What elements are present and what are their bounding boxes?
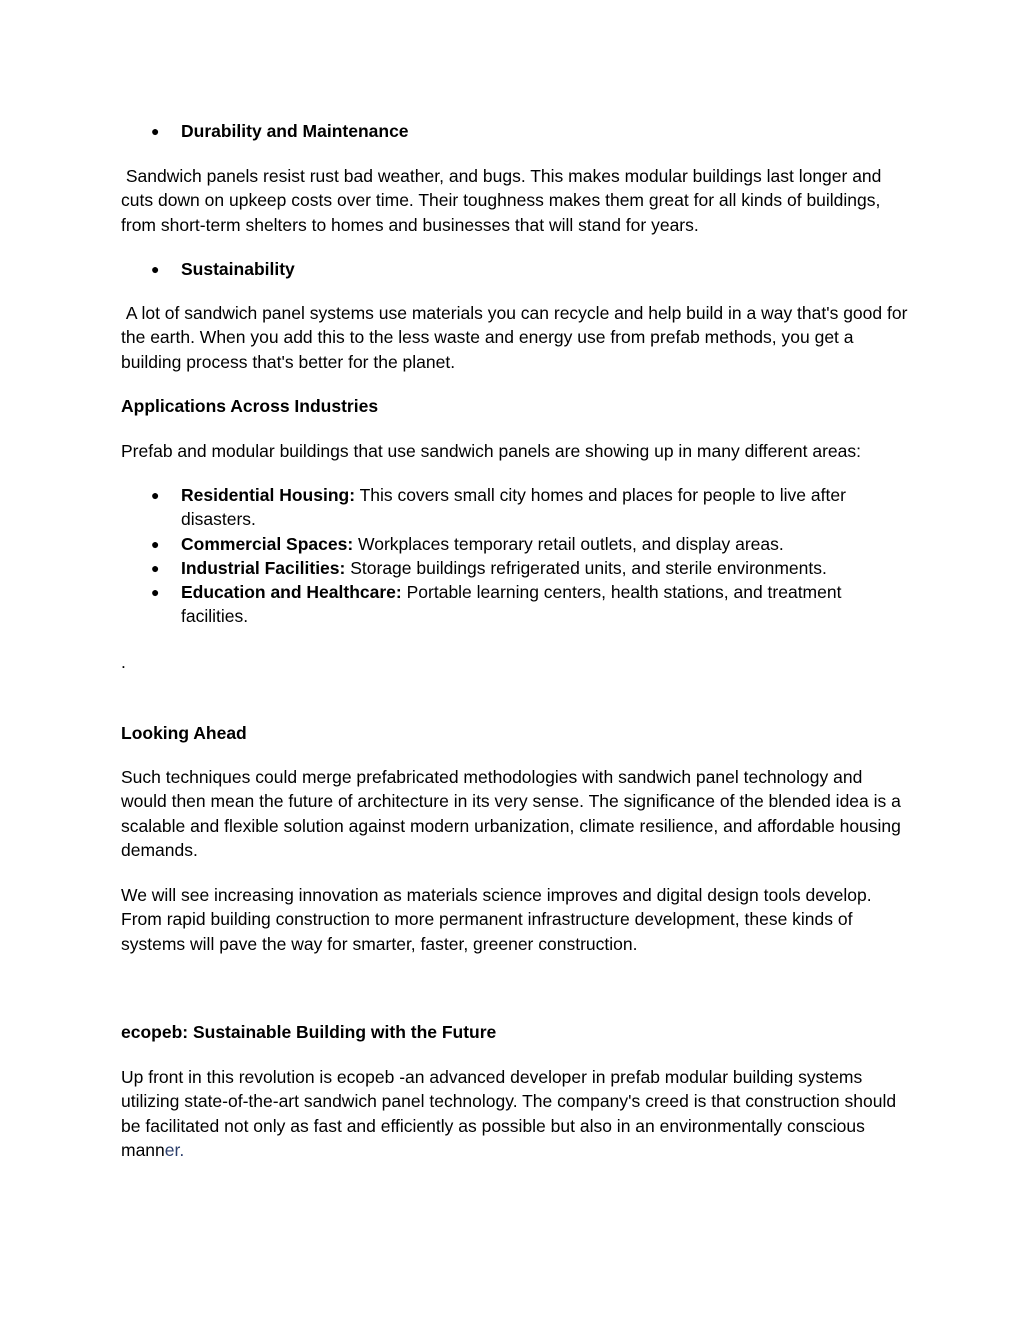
sustainability-heading: Sustainability [181, 259, 295, 279]
ecopeb-paragraph-tail: er. [164, 1139, 185, 1160]
list-item-text: Workplaces temporary retail outlets, and display areas. [353, 534, 784, 554]
list-item-label: Commercial Spaces: [181, 534, 354, 554]
ecopeb-paragraph-text: Up front in this revolution is ecopeb -an advanced developer in prefab modular building systems utilizing state-of-the-art sandwich panel technology. The company's creed is that construction should be facilitated not only as fast and efficiently as possible but also in an environmentally conscious mann [121, 1067, 897, 1160]
list-item-text: Portable learning centers, health stations, and treatment facilities. [181, 582, 847, 627]
looking-ahead-heading: Looking Ahead [121, 723, 247, 743]
bullet-icon: ● [151, 584, 160, 600]
looking-ahead-paragraph-1: Such techniques could merge prefabricated methodologies with sandwich panel technology and would then mean the future of architecture in its very sense. The significance of the blended idea is a scalable and flexible solution against modern urbanization, climate resilience, and affordable housing demands. [121, 767, 901, 860]
bullet-icon: ● [151, 487, 160, 503]
durability-heading: Durability and Maintenance [181, 121, 409, 141]
sustainability-paragraph: A lot of sandwich panel systems use materials you can recycle and help build in a way that's good for the earth. When you add this to the less waste and energy use from prefab methods, you get a building process that's better for the planet. [121, 303, 913, 372]
list-item-text: This covers small city homes and places for people to live after disasters. [181, 485, 851, 530]
list-item-label: Industrial Facilities: [181, 558, 346, 578]
stray-dot: . [121, 652, 126, 672]
list-item-label: Education and Healthcare: [181, 582, 402, 602]
durability-paragraph: Sandwich panels resist rust bad weather, and bugs. This makes modular buildings last longer and cuts down on upkeep costs over time. Their toughness makes them great for all kinds of buildings, from short-term shelters to homes and businesses that will stand for years. [121, 166, 887, 235]
list-item-label: Residential Housing: [181, 485, 356, 505]
ecopeb-paragraph [121, 1065, 911, 1162]
applications-intro: Prefab and modular buildings that use sandwich panels are showing up in many different areas: [121, 441, 861, 461]
ecopeb-heading: ecopeb: Sustainable Building with the Future [121, 1022, 497, 1042]
bullet-icon: ● [151, 560, 160, 576]
bullet-icon: ● [151, 261, 160, 277]
bullet-icon: ● [151, 123, 160, 139]
list-item-text: Storage buildings refrigerated units, and sterile environments. [345, 558, 827, 578]
looking-ahead-paragraph-2: We will see increasing innovation as materials science improves and digital design tools develop. From rapid building construction to more permanent infrastructure development, these kinds of systems will pave the way for smarter, faster, greener construction. [121, 885, 872, 954]
bullet-icon: ● [151, 536, 160, 552]
applications-heading: Applications Across Industries [121, 396, 379, 416]
